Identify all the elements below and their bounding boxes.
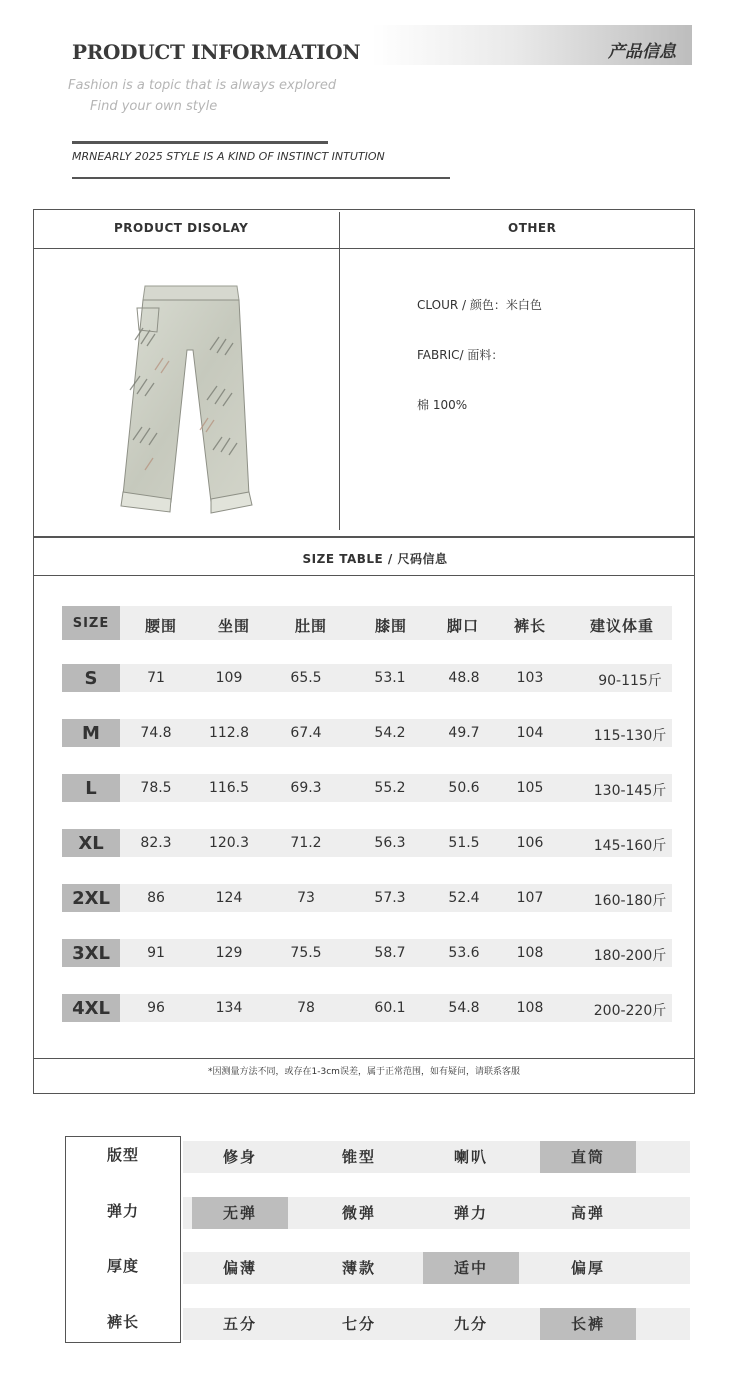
table-cell: 49.7 <box>448 725 480 741</box>
table-cell: 82.3 <box>140 835 172 851</box>
product-header-divider <box>33 248 695 249</box>
table-cell: 124 <box>215 890 243 906</box>
attribute-label: 厚度 <box>106 1257 139 1275</box>
table-cell: 54.8 <box>448 1000 480 1016</box>
attribute-option: 无弹 <box>222 1204 257 1222</box>
size-label: S <box>62 664 120 692</box>
product-display-heading: PRODUCT DISOLAY <box>114 221 249 235</box>
table-cell: 53.1 <box>374 670 406 686</box>
attribute-option: 适中 <box>453 1259 488 1277</box>
spec-colour: CLOUR / 颜色：米白色 <box>417 298 542 312</box>
table-cell: 48.8 <box>448 670 480 686</box>
attribute-option: 偏薄 <box>222 1259 257 1277</box>
table-cell: 115-130斤 <box>593 728 667 744</box>
table-cell: 96 <box>147 1000 165 1016</box>
attribute-label: 版型 <box>106 1146 139 1164</box>
col-header-waist: 腰围 <box>144 617 177 635</box>
table-cell: 51.5 <box>448 835 480 851</box>
table-cell: 105 <box>516 780 544 796</box>
size-label: 4XL <box>62 994 120 1022</box>
table-cell: 71.2 <box>290 835 322 851</box>
attribute-option: 长裤 <box>570 1315 605 1333</box>
col-header-hem: 脚口 <box>446 617 479 635</box>
attribute-label: 裤长 <box>106 1313 139 1331</box>
attribute-option: 喇叭 <box>453 1148 488 1166</box>
attribute-option: 锥型 <box>341 1148 376 1166</box>
table-cell: 129 <box>215 945 243 961</box>
table-cell: 67.4 <box>290 725 322 741</box>
table-cell: 78.5 <box>140 780 172 796</box>
table-cell: 134 <box>215 1000 243 1016</box>
spec-material: 棉 100% <box>417 398 468 412</box>
table-cell: 116.5 <box>208 780 250 796</box>
subtitle-line-2: Find your own style <box>90 99 218 114</box>
table-cell: 109 <box>215 670 243 686</box>
table-cell: 56.3 <box>374 835 406 851</box>
table-cell: 75.5 <box>290 945 322 961</box>
size-table-header-divider <box>33 575 695 576</box>
attribute-option: 九分 <box>453 1315 488 1333</box>
table-cell: 160-180斤 <box>593 893 667 909</box>
attribute-option: 微弹 <box>341 1204 376 1222</box>
table-cell: 108 <box>516 1000 544 1016</box>
col-header-length: 裤长 <box>513 617 546 635</box>
product-photo-pants <box>115 280 265 520</box>
page-title-cn: 产品信息 <box>608 42 676 62</box>
measurement-note: *因测量方法不同，或存在1-3cm误差，属于正常范围，如有疑问，请联系客服 <box>208 1067 520 1077</box>
table-cell: 57.3 <box>374 890 406 906</box>
attribute-option: 修身 <box>222 1148 257 1166</box>
table-cell: 112.8 <box>208 725 250 741</box>
table-cell: 52.4 <box>448 890 480 906</box>
table-cell: 145-160斤 <box>593 838 667 854</box>
attribute-label: 弹力 <box>106 1202 139 1220</box>
table-cell: 107 <box>516 890 544 906</box>
table-cell: 58.7 <box>374 945 406 961</box>
col-header-weight: 建议体重 <box>589 617 654 635</box>
size-label: M <box>62 719 120 747</box>
size-table-title: SIZE TABLE / 尺码信息 <box>302 552 448 566</box>
table-cell: 120.3 <box>208 835 250 851</box>
col-header-knee: 膝围 <box>374 617 407 635</box>
page-title: PRODUCT INFORMATION <box>72 40 361 64</box>
attribute-option: 五分 <box>222 1315 257 1333</box>
table-cell: 60.1 <box>374 1000 406 1016</box>
size-label: 3XL <box>62 939 120 967</box>
table-cell: 180-200斤 <box>593 948 667 964</box>
table-cell: 53.6 <box>448 945 480 961</box>
size-label: 2XL <box>62 884 120 912</box>
attribute-option: 薄款 <box>341 1259 376 1277</box>
table-cell: 71 <box>147 670 165 686</box>
table-cell: 55.2 <box>374 780 406 796</box>
table-cell: 69.3 <box>290 780 322 796</box>
brand-slogan: MRNEARLY 2025 STYLE IS A KIND OF INSTINCT INTUTION <box>72 150 385 163</box>
product-column-divider <box>339 212 340 530</box>
divider-top <box>72 141 328 144</box>
table-cell: 200-220斤 <box>593 1003 667 1019</box>
size-table-footer-divider <box>33 1058 695 1059</box>
spec-fabric: FABRIC/ 面料： <box>417 348 504 362</box>
attribute-option: 直筒 <box>570 1148 605 1166</box>
table-cell: 73 <box>297 890 315 906</box>
subtitle-line-1: Fashion is a topic that is always explored <box>68 78 337 93</box>
table-cell: 86 <box>147 890 165 906</box>
table-cell: 54.2 <box>374 725 406 741</box>
size-label: XL <box>62 829 120 857</box>
table-cell: 103 <box>516 670 544 686</box>
size-column-header: SIZE <box>62 606 120 640</box>
col-header-belly: 肚围 <box>294 617 327 635</box>
attribute-option: 弹力 <box>453 1204 488 1222</box>
table-cell: 106 <box>516 835 544 851</box>
col-header-hip: 坐围 <box>217 617 250 635</box>
table-cell: 65.5 <box>290 670 322 686</box>
table-cell: 104 <box>516 725 544 741</box>
attribute-option: 偏厚 <box>570 1259 605 1277</box>
attribute-option: 高弹 <box>570 1204 605 1222</box>
table-cell: 74.8 <box>140 725 172 741</box>
table-cell: 91 <box>147 945 165 961</box>
other-heading: OTHER <box>508 221 557 235</box>
table-cell: 78 <box>297 1000 315 1016</box>
table-cell: 108 <box>516 945 544 961</box>
size-label: L <box>62 774 120 802</box>
table-cell: 50.6 <box>448 780 480 796</box>
table-cell: 130-145斤 <box>593 783 667 799</box>
table-cell: 90-115斤 <box>598 673 662 689</box>
divider-bottom <box>72 177 450 179</box>
attribute-option: 七分 <box>341 1315 376 1333</box>
